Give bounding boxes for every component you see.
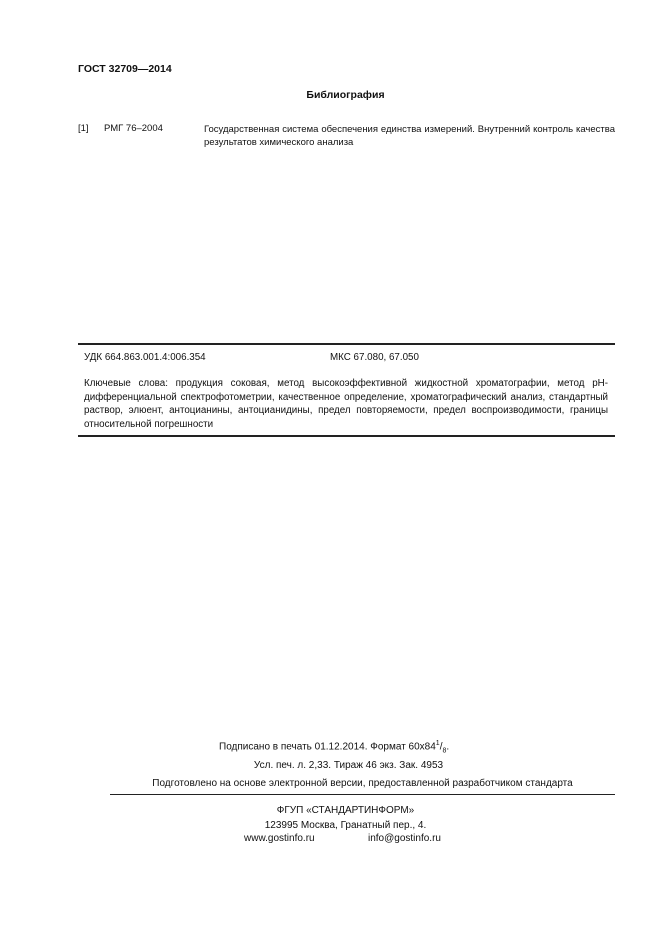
signed-text: Подписано в печать 01.12.2014. Формат 60x84 (219, 741, 436, 753)
publisher-email: info@gostinfo.ru (368, 833, 441, 844)
reference-code: РМГ 76–2004 (104, 123, 163, 134)
imprint-rule (110, 794, 615, 795)
signed-for-print: Подписано в печать 01.12.2014. Формат $60x84^1/_8$. (219, 740, 450, 755)
format-denominator: 8 (442, 747, 447, 755)
prepared-note: Подготовлено на основе электронной версии, предоставленной разработчиком стандарта (152, 778, 573, 789)
print-sheets: Усл. печ. л. 2,33. Тираж 46 экз. Зак. 4953 (253, 760, 444, 771)
reference-number: [1] (78, 123, 89, 134)
bottom-rule (78, 435, 615, 437)
top-rule (78, 343, 615, 345)
standard-number: ГОСТ 32709—2014 (78, 63, 172, 75)
bibliography-title: Библиография (306, 89, 385, 101)
mks-code: МКС 67.080, 67.050 (330, 352, 419, 363)
signed-suffix: . (446, 741, 450, 753)
udk-code: УДК 664.863.001.4:006.354 (84, 352, 206, 363)
publisher-name: ФГУП «СТАНДАРТИНФОРМ» (276, 805, 415, 816)
publisher-website: www.gostinfo.ru (244, 833, 315, 844)
reference-title: Государственная система обеспечения единства измерений. Внутренний контроль качества результатов химического анализа (204, 124, 615, 148)
keywords: Ключевые слова: продукция соковая, метод высокоэффективной жидкостной хроматографии, метод pH-дифференциальной спектрофотометрии, качественное определение, хроматографический анализ, стандартный раствор, элюент, антоцианины, антоцианидины, предел повторяемости, предел воспроизводимости, границы относительной погрешности (84, 378, 608, 430)
format-numerator: 1 (435, 740, 440, 747)
publisher-address: 123995 Москва, Гранатный пер., 4. (264, 820, 427, 831)
